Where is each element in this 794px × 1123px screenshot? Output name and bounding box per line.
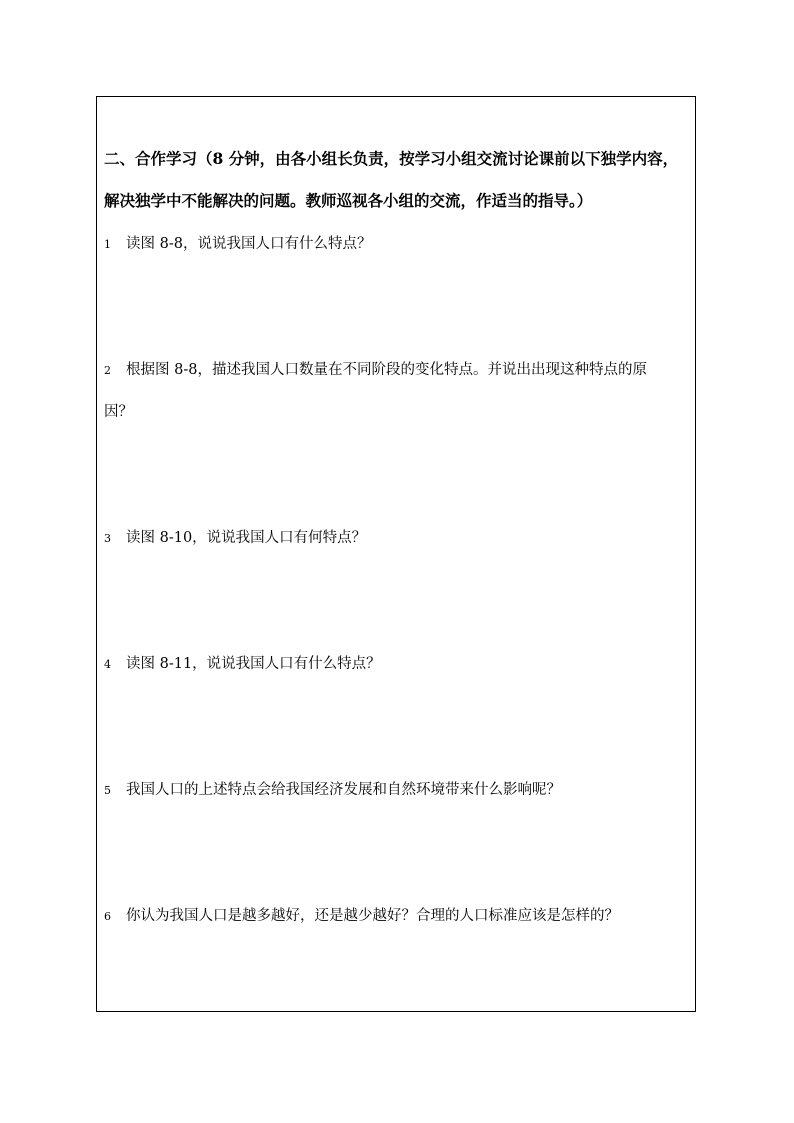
question-number: 5 [104, 784, 111, 797]
question-text: 根据图 8-8，描述我国人口数量在不同阶段的变化特点。并说出出现这种特点的原 [126, 362, 647, 378]
question-text: 读图 8-8，说说我国人口有什么特点？ [126, 236, 372, 252]
question-2-continuation: 因？ [104, 404, 133, 420]
section-heading-line-1: 二、合作学习（8 分钟，由各小组长负责，按学习小组交流讨论课前以下独学内容， [104, 149, 679, 168]
question-number: 2 [104, 364, 111, 377]
section-heading-line-2: 解决独学中不能解决的问题。教师巡视各小组的交流，作适当的指导。） [104, 191, 593, 210]
question-2 [104, 360, 690, 381]
question-number: 4 [104, 658, 111, 671]
question-4 [104, 654, 690, 675]
question-text: 你认为我国人口是越多越好，还是越少越好？合理的人口标准应该是怎样的？ [126, 908, 619, 924]
question-6 [104, 906, 690, 927]
question-number: 3 [104, 532, 111, 545]
question-text: 我国人口的上述特点会给我国经济发展和自然环境带来什么影响呢？ [126, 782, 561, 798]
question-3 [104, 528, 690, 549]
question-text: 读图 8-10，说说我国人口有何特点？ [126, 530, 367, 546]
question-number: 6 [104, 910, 111, 923]
question-number: 1 [104, 238, 111, 251]
question-5 [104, 780, 690, 801]
question-text: 读图 8-11，说说我国人口有什么特点？ [126, 656, 381, 672]
question-1 [104, 234, 690, 255]
